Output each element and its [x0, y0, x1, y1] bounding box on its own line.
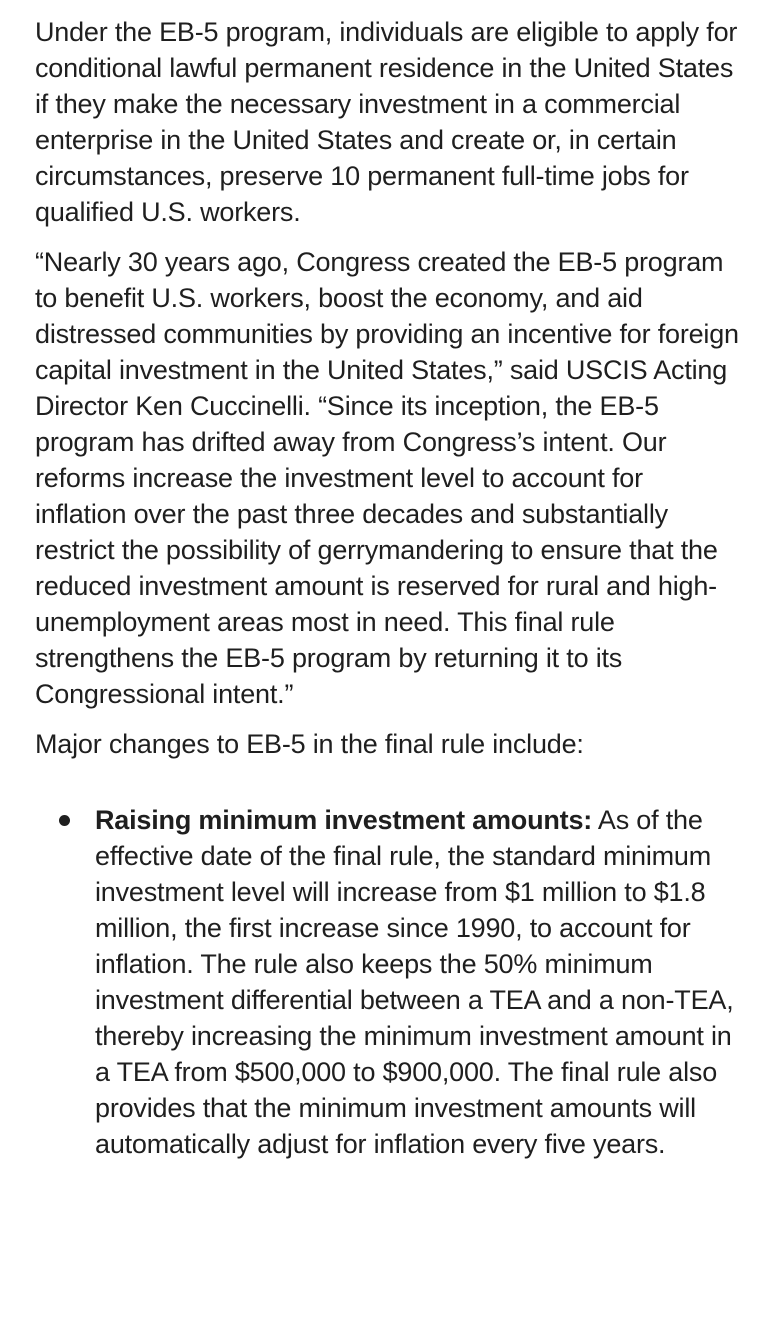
bullet-heading: Raising minimum investment amounts:: [95, 805, 593, 835]
major-changes-list: [35, 802, 741, 1162]
bullet-icon: [59, 815, 70, 826]
major-changes-intro-paragraph: Major changes to EB-5 in the final rule include:: [35, 729, 584, 759]
director-quote-paragraph: “Nearly 30 years ago, Congress created the EB-5 program to benefit U.S. workers, boost the economy, and aid distressed communities by providing an incentive for foreign capital investment in the United States,” said USCIS Acting Director Ken Cuccinelli. “Since its inception, the EB-5 program has drifted away from Congress’s intent. Our reforms increase the investment level to account for inflation over the past three decades and substantially restrict the possibility of gerrymandering to ensure that the reduced investment amount is reserved for rural and high-unemployment areas most in need. This final rule strengthens the EB-5 program by returning it to its Congressional intent.”: [35, 247, 739, 709]
list-item: [35, 802, 741, 1162]
bullet-text: As of the effective date of the final rule, the standard minimum investment level will increase from $1 million to $1.8 million, the first increase since 1990, to account for inflation. The rule also keeps the 50% minimum investment differential between a TEA and a non-TEA, thereby increasing the minimum investment amount in a TEA from $500,000 to $900,000. The final rule also provides that the minimum investment amounts will automatically adjust for inflation every five years.: [95, 805, 734, 1159]
eb5-program-description-paragraph: Under the EB-5 program, individuals are eligible to apply for conditional lawful permanent residence in the United States if they make the necessary investment in a commercial enterprise in the United States and create or, in certain circumstances, preserve 10 permanent full-time jobs for qualified U.S. workers.: [35, 17, 738, 227]
